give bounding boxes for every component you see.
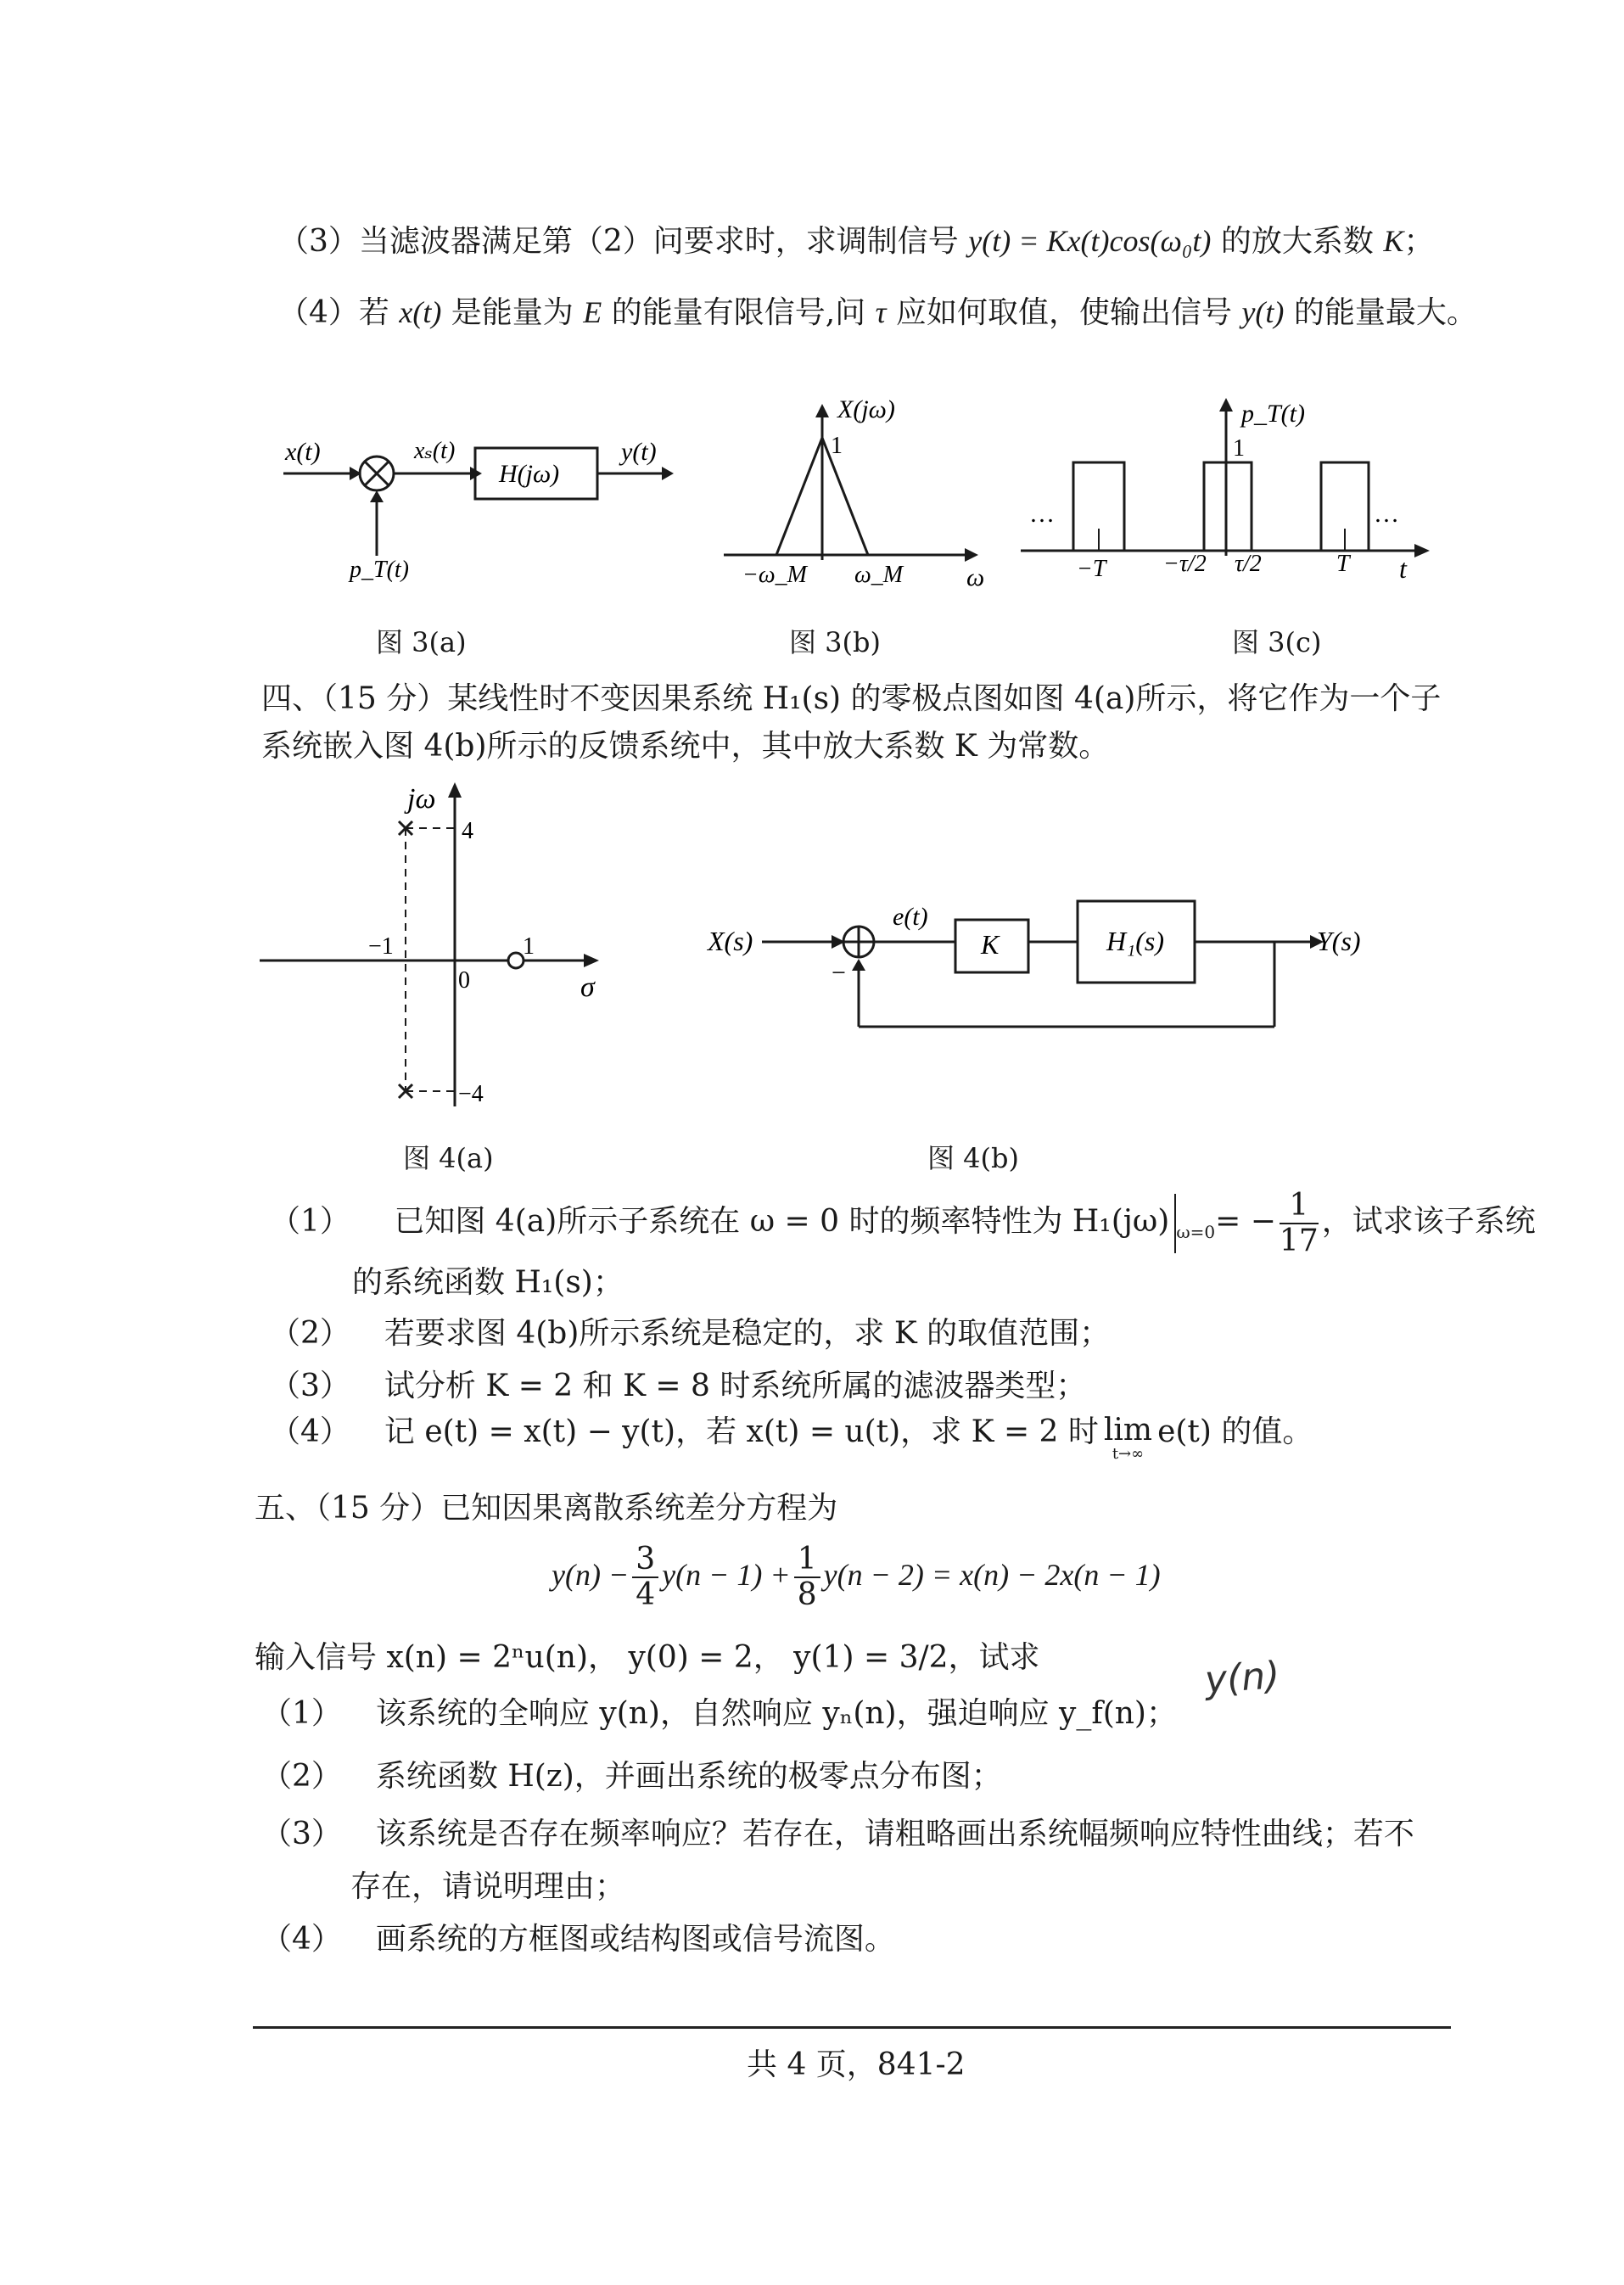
fig3b-left-tick: −ω_M [742, 562, 807, 588]
q5-item3-cont: 存在，请说明理由； [350, 1869, 626, 1904]
fig4a-tick-1: 1 [523, 933, 535, 960]
fig3c-height-label: 1 [1233, 435, 1245, 462]
fig4a-origin: 0 [458, 967, 470, 994]
fig3c-dots-left: … [1029, 500, 1055, 528]
fig4a-tick-pos4: 4 [462, 818, 473, 844]
q3-sub4: （4）若 x(t) 是能量为 E 的能量有限信号,问 τ 应如何取值，使输出信号 y(t) 的能量最大。 [278, 295, 1477, 330]
fig3b-peak-label: 1 [831, 433, 843, 459]
fig4a-tick-neg4: −4 [458, 1081, 484, 1107]
fig3a-caption: 图 3(a) [376, 626, 467, 658]
figure-3b [717, 390, 997, 594]
q4-item1-cont: 的系统函数 H₁(s)； [352, 1265, 624, 1300]
q5-item2: （2） 系统函数 H(z)，并画出系统的极零点分布图； [261, 1759, 1002, 1794]
fig3b-xlabel: ω [966, 563, 985, 591]
q3-sub3: （3）当滤波器满足第（2）问要求时，求调制信号 y(t) = Kx(t)cos(ω₀t) 的放大系数 K； [278, 224, 1435, 259]
q5-input-line: 输入信号 x(n) = 2ⁿu(n)， y(0) = 2， y(1) = 3/2，试求 [255, 1640, 1040, 1675]
q5-item4: （4） 画系统的方框图或结构图或信号流图。 [261, 1922, 895, 1957]
fig3c-ylabel: p_T(t) [1241, 400, 1305, 428]
fig3b-right-tick: ω_M [854, 562, 904, 588]
q5-title: 五、（15 分）已知因果离散系统差分方程为 [255, 1491, 838, 1526]
fig3b-ylabel: X(jω) [837, 395, 895, 423]
fig3c-tick-neg-tau: −τ/2 [1163, 551, 1207, 577]
fig4a-tick-neg1: −1 [368, 933, 394, 960]
fig4b-gain-label: K [981, 929, 1000, 960]
fig4a-caption: 图 4(a) [403, 1142, 494, 1174]
figure-3a [272, 407, 696, 602]
fig3b-caption: 图 3(b) [789, 626, 881, 658]
q4-stem-line1: 四、（15 分）某线性时不变因果系统 H₁(s) 的零极点图如图 4(a)所示，将它作为一个子 [261, 681, 1442, 716]
figure-4a [255, 774, 628, 1113]
figure-4b [704, 882, 1400, 1044]
zero-marker [508, 953, 524, 968]
fig3c-tick-neg-T: −T [1077, 556, 1106, 582]
footer-divider [253, 2026, 1451, 2029]
fig3c-xlabel: t [1399, 553, 1407, 584]
fig4a-xlabel: σ [580, 972, 595, 1003]
fig4b-caption: 图 4(b) [927, 1142, 1019, 1174]
q4-item1: （1） 已知图 4(a)所示子系统在 ω = 0 时的频率特性为 H₁(jω) $_{\omega=0}$= − $\frac{1}{17}$ ，试求该子系统 [270, 1188, 1536, 1258]
fig3c-tick-pos-T: T [1336, 551, 1350, 577]
figure-3c [1014, 386, 1455, 594]
q4-item3: （3） 试分析 K = 2 和 K = 8 时系统所属的滤波器类型； [270, 1369, 1087, 1403]
q5-item3: （3） 该系统是否存在频率响应？若存在，请粗略画出系统幅频响应特性曲线；若不 [261, 1817, 1414, 1851]
q5-item1: （1） 该系统的全响应 y(n)，自然响应 yₙ(n)，强迫响应 y_f(n)； [261, 1696, 1177, 1731]
fig3a-block-label: H(jω) [499, 460, 560, 488]
q4-item4: （4） 记 e(t) = x(t) − y(t)，若 x(t) = u(t)，求 K = 2 时 lim t→∞ e(t) 的值。 [270, 1413, 1313, 1463]
fig4b-block-label: H₁(s) [1106, 926, 1164, 956]
page-footer: 共 4 页，841-2 [747, 2047, 966, 2082]
fig3a-pt-label: p_T(t) [350, 557, 409, 583]
fig4b-output-label: Y(s) [1317, 926, 1361, 956]
fig4b-input-label: X(s) [708, 926, 753, 956]
q4-stem-line2: 系统嵌入图 4(b)所示的反馈系统中，其中放大系数 K 为常数。 [261, 729, 1110, 764]
fig3a-output-label: y(t) [621, 438, 657, 466]
fig3c-tick-pos-tau: τ/2 [1235, 551, 1262, 577]
fig3c-caption: 图 3(c) [1232, 626, 1322, 658]
fig4b-error-label: e(t) [893, 903, 928, 931]
fig4b-minus-sign: − [832, 959, 846, 987]
handwritten-note: y(n) [1203, 1653, 1281, 1703]
q5-difference-equation: y(n) − $\frac{3}{4}$ y(n − 1) + $\frac{1}{8}$ y(n − 2) = x(n) − 2x(n − 1) [552, 1542, 1161, 1612]
fig3c-dots-right: … [1374, 500, 1399, 528]
fig3a-input-label: x(t) [285, 438, 321, 466]
fig3a-xs-label: xₛ(t) [414, 438, 456, 464]
fig4a-ylabel: jω [407, 783, 436, 815]
q4-item2: （2） 若要求图 4(b)所示系统是稳定的，求 K 的取值范围； [270, 1316, 1111, 1351]
